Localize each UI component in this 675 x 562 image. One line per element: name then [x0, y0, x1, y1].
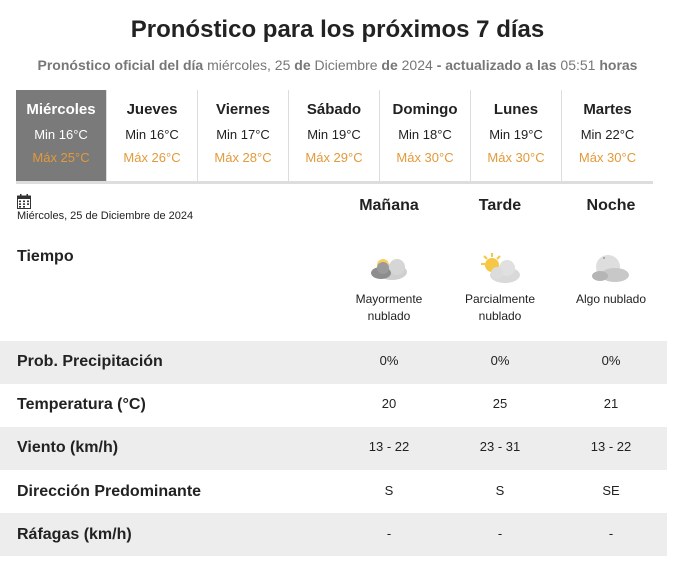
- row-label-viento: Viento (km/h): [17, 439, 119, 456]
- rafagas-noche: -: [608, 526, 614, 541]
- tiempo-desc-noche: Algo nublado: [575, 292, 647, 306]
- temperatura-tarde: 25: [492, 396, 508, 411]
- rafagas-manana: -: [386, 526, 392, 541]
- precipitacion-tarde: 0%: [490, 353, 510, 368]
- viento-noche: 13 - 22: [590, 439, 632, 454]
- day-tab-lunes[interactable]: Lunes Min 19°C Máx 30°C: [471, 90, 562, 181]
- selected-date: Miércoles, 25 de Diciembre de 2024: [17, 210, 194, 222]
- direccion-tarde: S: [495, 483, 505, 498]
- row-label-precipitacion: Prob. Precipitación: [17, 353, 163, 370]
- direccion-manana: S: [384, 483, 394, 498]
- day-tabs: [16, 90, 653, 184]
- tiempo-desc-manana: Mayormente nublado: [355, 292, 423, 323]
- calendar-icon: [17, 194, 31, 209]
- page-title: Pronóstico para los próximos 7 días: [130, 16, 545, 43]
- row-label-tiempo: Tiempo: [17, 248, 74, 265]
- row-label-rafagas: Ráfagas (km/h): [17, 526, 132, 543]
- cloudy-night-icon: [588, 252, 634, 286]
- temperatura-noche: 21: [603, 396, 619, 411]
- day-tab-sabado[interactable]: Sábado Min 19°C Máx 29°C: [289, 90, 380, 181]
- tiempo-desc-tarde: Parcialmente nublado: [464, 292, 536, 323]
- partly-cloudy-sun-icon: [477, 252, 523, 286]
- direccion-noche: SE: [602, 483, 620, 498]
- row-label-direccion: Dirección Predominante: [17, 483, 202, 500]
- viento-tarde: 23 - 31: [479, 439, 521, 454]
- column-header-noche: Noche: [586, 197, 636, 214]
- day-tab-jueves[interactable]: Jueves Min 16°C Máx 26°C: [107, 90, 198, 181]
- page-subtitle: Pronóstico oficial del día miércoles, 25 de Diciembre de 2024 - actualizado a las 05:51 horas: [37, 57, 638, 73]
- day-tab-viernes[interactable]: Viernes Min 17°C Máx 28°C: [198, 90, 289, 181]
- column-header-tarde: Tarde: [478, 197, 522, 214]
- day-tab-martes[interactable]: Martes Min 22°C Máx 30°C: [578, 101, 637, 165]
- temperatura-manana: 20: [381, 396, 397, 411]
- precipitacion-noche: 0%: [601, 353, 621, 368]
- row-label-temperatura: Temperatura (°C): [17, 396, 146, 413]
- day-tab-domingo[interactable]: Domingo Min 18°C Máx 30°C: [380, 90, 471, 181]
- rafagas-tarde: -: [497, 526, 503, 541]
- column-header-manana: Mañana: [359, 197, 419, 214]
- cloudy-day-icon: [366, 252, 412, 286]
- precipitacion-manana: 0%: [379, 353, 399, 368]
- viento-manana: 13 - 22: [368, 439, 410, 454]
- day-tab-miercoles[interactable]: Miércoles Min 16°C Máx 25°C: [16, 90, 107, 181]
